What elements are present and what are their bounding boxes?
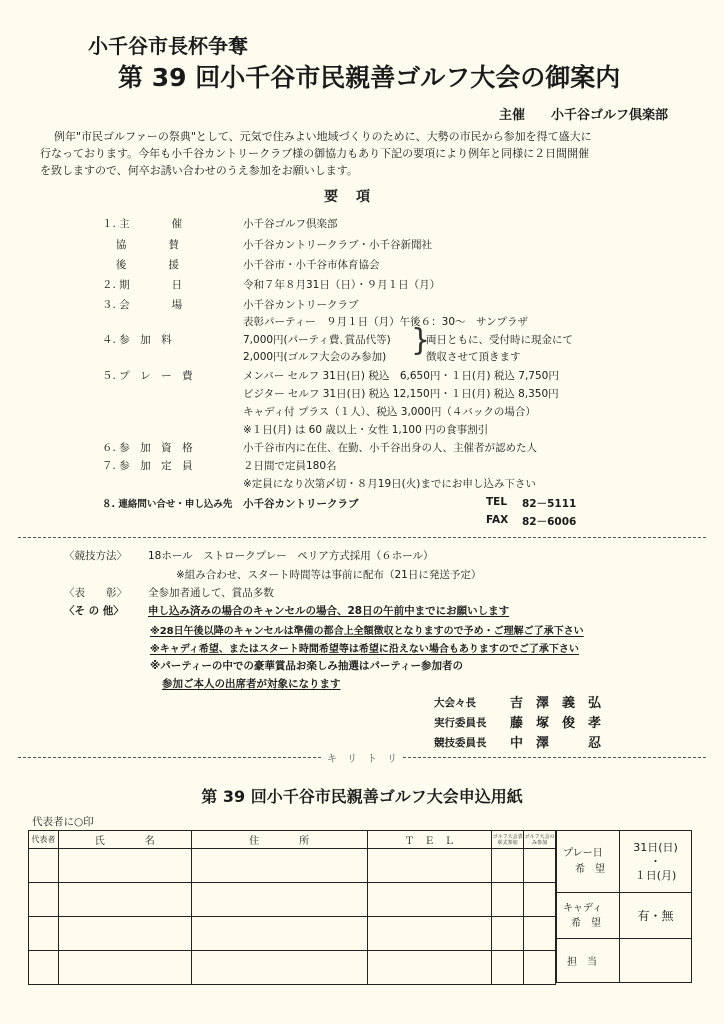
play-option-31[interactable]: 31日(日): [633, 840, 678, 854]
header-cell: Ｔ Ｅ Ｌ: [367, 831, 492, 849]
cell[interactable]: [29, 849, 59, 883]
header-cell: ゴルフ大会表彰式参加: [492, 831, 524, 849]
section-title: 要項: [324, 189, 388, 205]
cell[interactable]: [367, 849, 492, 883]
cell[interactable]: [58, 883, 191, 917]
item-label: ４. 参 加 料: [102, 334, 172, 346]
official-role: 競技委員長: [434, 737, 487, 749]
rule-value: 全参加者通して、賞品多数: [148, 587, 274, 599]
header-cell: 氏 名: [58, 831, 191, 849]
official-name: 吉 澤 義 弘: [510, 696, 602, 711]
cell[interactable]: [492, 951, 524, 985]
cell[interactable]: [58, 917, 191, 951]
item-value: 令和７年８月31日（日）・９月１日（月）: [243, 279, 441, 291]
fee-note: 両日ともに、受付時に現金にて: [426, 334, 573, 346]
cell[interactable]: [367, 883, 492, 917]
rep-note: 代表者に○印: [32, 816, 94, 828]
cell[interactable]: [191, 883, 367, 917]
cell[interactable]: [191, 917, 367, 951]
rule-label: 〈そ の 他〉: [64, 605, 124, 617]
rule-label: 〈競技方法〉: [64, 550, 127, 562]
header-cell: 住 所: [191, 831, 367, 849]
divider: [18, 537, 706, 538]
cut-line-wrap: [0, 750, 724, 765]
play-label-line: プレー日: [563, 847, 603, 859]
official-name: 藤 塚 俊 孝: [510, 716, 602, 731]
item-label: ２. 期 日: [102, 279, 183, 291]
caddy-row: [557, 893, 692, 939]
item-value: メンバー セルフ 31日(日) 税込 6,650円・１日(月) 税込 7,750円: [243, 370, 559, 382]
play-label-line: 希 望: [575, 863, 605, 875]
play-option-1[interactable]: １日(月): [634, 868, 677, 882]
play-dot: ・: [650, 854, 661, 868]
cell[interactable]: [524, 951, 556, 985]
cell[interactable]: [524, 917, 556, 951]
item-value: ビジター セルフ 31日(日) 税込 12,150円・１日(月) 税込 8,350円: [243, 388, 559, 400]
cell[interactable]: [191, 951, 367, 985]
cell[interactable]: [29, 951, 59, 985]
rule-value: 申し込み済みの場合のキャンセルの場合、28日の午前中までにお願いします: [148, 605, 510, 617]
item-label: ６. 参 加 資 格: [102, 442, 193, 454]
cell[interactable]: [191, 849, 367, 883]
item-label: １. 主 催: [102, 218, 183, 230]
caddy-label-line: 希 望: [571, 917, 601, 929]
intro-line: 例年"市民ゴルファーの祭典"として、元気で住みよい地域づくりのために、大勢の市民から参加を得て盛大に: [54, 130, 592, 143]
item-value: ２日間で定員180名: [243, 460, 337, 472]
intro-line: を致しますので、何卒お誘い合わせのうえ参加をお願いします。: [40, 164, 358, 177]
item-value: 小千谷市内に在住、在勤、小千谷出身の人、主催者が認めた人: [243, 442, 537, 454]
item-value: 7,000円(パーティ費､賞品代等): [243, 334, 391, 346]
contact-name: 小千谷カントリークラブ: [243, 498, 359, 510]
rule-value: 参加ご本人の出席者が対象になります: [162, 678, 341, 690]
cell[interactable]: [492, 849, 524, 883]
item-label: ５. プ レ ー 費: [102, 370, 193, 382]
intro-line: 行なっております。今年も小千谷カントリークラブ様の御協力もあり下記の要項により例年と同様に２日間開催: [40, 147, 590, 160]
intro: [40, 128, 690, 179]
item-value: 小千谷市・小千谷市体育協会: [243, 259, 380, 271]
rule-value: 18ホール ストロークプレー ペリア方式採用（６ホール）: [148, 550, 434, 562]
item-value: 2,000円(ゴルフ大会のみ参加): [243, 351, 387, 363]
tel-label: TEL: [486, 496, 508, 508]
staff-label: 担 当: [557, 939, 620, 983]
table-row[interactable]: [29, 917, 556, 951]
official-role: 実行委員長: [434, 717, 487, 729]
table-header-row: [29, 831, 556, 849]
play-label: [557, 831, 620, 893]
header-cell: 代表者: [29, 831, 59, 849]
item-value: キャディ付 プラス（１人）、税込 3,000円（４バックの場合）: [243, 406, 536, 418]
official-name: 中 澤 忍: [510, 736, 602, 751]
header-cell: ゴルフ大会のみ参加: [524, 831, 556, 849]
item-value: 表彰パーティー ９月１日（月）午後６：30～ サンプラザ: [243, 316, 528, 328]
item-label: ７. 参 加 定 員: [102, 460, 193, 472]
cut-line-text: キ リ ト リ: [321, 754, 403, 765]
title-line1: 小千谷市長杯争奪: [88, 34, 248, 58]
cell[interactable]: [492, 917, 524, 951]
fax-number: 82－6006: [522, 516, 577, 528]
item-value: ※１日(月) は 60 歳以上・女性 1,100 円の食事割引: [243, 424, 489, 436]
cell[interactable]: [524, 883, 556, 917]
staff-cell[interactable]: [620, 939, 692, 983]
table-row[interactable]: [29, 883, 556, 917]
rule-label: 〈表 彰〉: [64, 587, 127, 599]
brace: }: [411, 323, 431, 358]
contact-label: ８. 連絡問い合せ・申し込み先: [102, 499, 233, 510]
item-label: ３. 会 場: [102, 299, 183, 311]
play-options[interactable]: [620, 831, 692, 893]
caddy-options[interactable]: 有・無: [620, 893, 692, 939]
organizer: 主催 小千谷ゴルフ倶楽部: [498, 108, 668, 123]
official-role: 大会々長: [434, 697, 476, 709]
table-row[interactable]: [29, 951, 556, 985]
cell[interactable]: [58, 849, 191, 883]
cell[interactable]: [492, 883, 524, 917]
cell[interactable]: [367, 951, 492, 985]
item-value: 小千谷ゴルフ倶楽部: [243, 218, 338, 230]
cell[interactable]: [58, 951, 191, 985]
play-date-row: [557, 831, 692, 893]
tel-number: 82－5111: [522, 498, 577, 510]
staff-row: [557, 939, 692, 983]
cell[interactable]: [524, 849, 556, 883]
rule-value: ※組み合わせ、スタート時間等は事前に配布（21日に発送予定）: [176, 569, 482, 581]
item-value: ※定員になり次第〆切・８月19日(火)までにお申し込み下さい: [243, 478, 536, 490]
cell[interactable]: [29, 883, 59, 917]
application-table: [28, 830, 556, 985]
rule-value: ※キャディ希望、またはスタート時間希望等は希望に沿えない場合もありますのでご了承下さい: [150, 644, 579, 655]
rule-value: ※28日午後以降のキャンセルは準備の都合上全額徴収となりますので予め・ご理解ご了承下さい: [150, 626, 584, 637]
side-table: [556, 830, 692, 983]
item-label: 後 援: [102, 259, 179, 271]
caddy-label: [557, 893, 620, 939]
item-label: 協 賛: [102, 239, 179, 251]
form-title: 第 39 回小千谷市民親善ゴルフ大会申込用紙: [201, 787, 523, 806]
cell[interactable]: [29, 917, 59, 951]
title-line2: 第 39 回小千谷市民親善ゴルフ大会の御案内: [118, 63, 621, 92]
rule-value: ※パーティーの中での豪華賞品お楽しみ抽選はパーティー参加者の: [150, 660, 464, 672]
fax-label: FAX: [486, 514, 509, 526]
table-row[interactable]: [29, 849, 556, 883]
item-value: 小千谷カントリークラブ: [243, 299, 359, 311]
cell[interactable]: [367, 917, 492, 951]
fee-note: 徴収させて頂きます: [426, 351, 521, 363]
caddy-label-line: キャディ: [563, 902, 603, 914]
item-value: 小千谷カントリークラブ・小千谷新聞社: [243, 239, 432, 251]
